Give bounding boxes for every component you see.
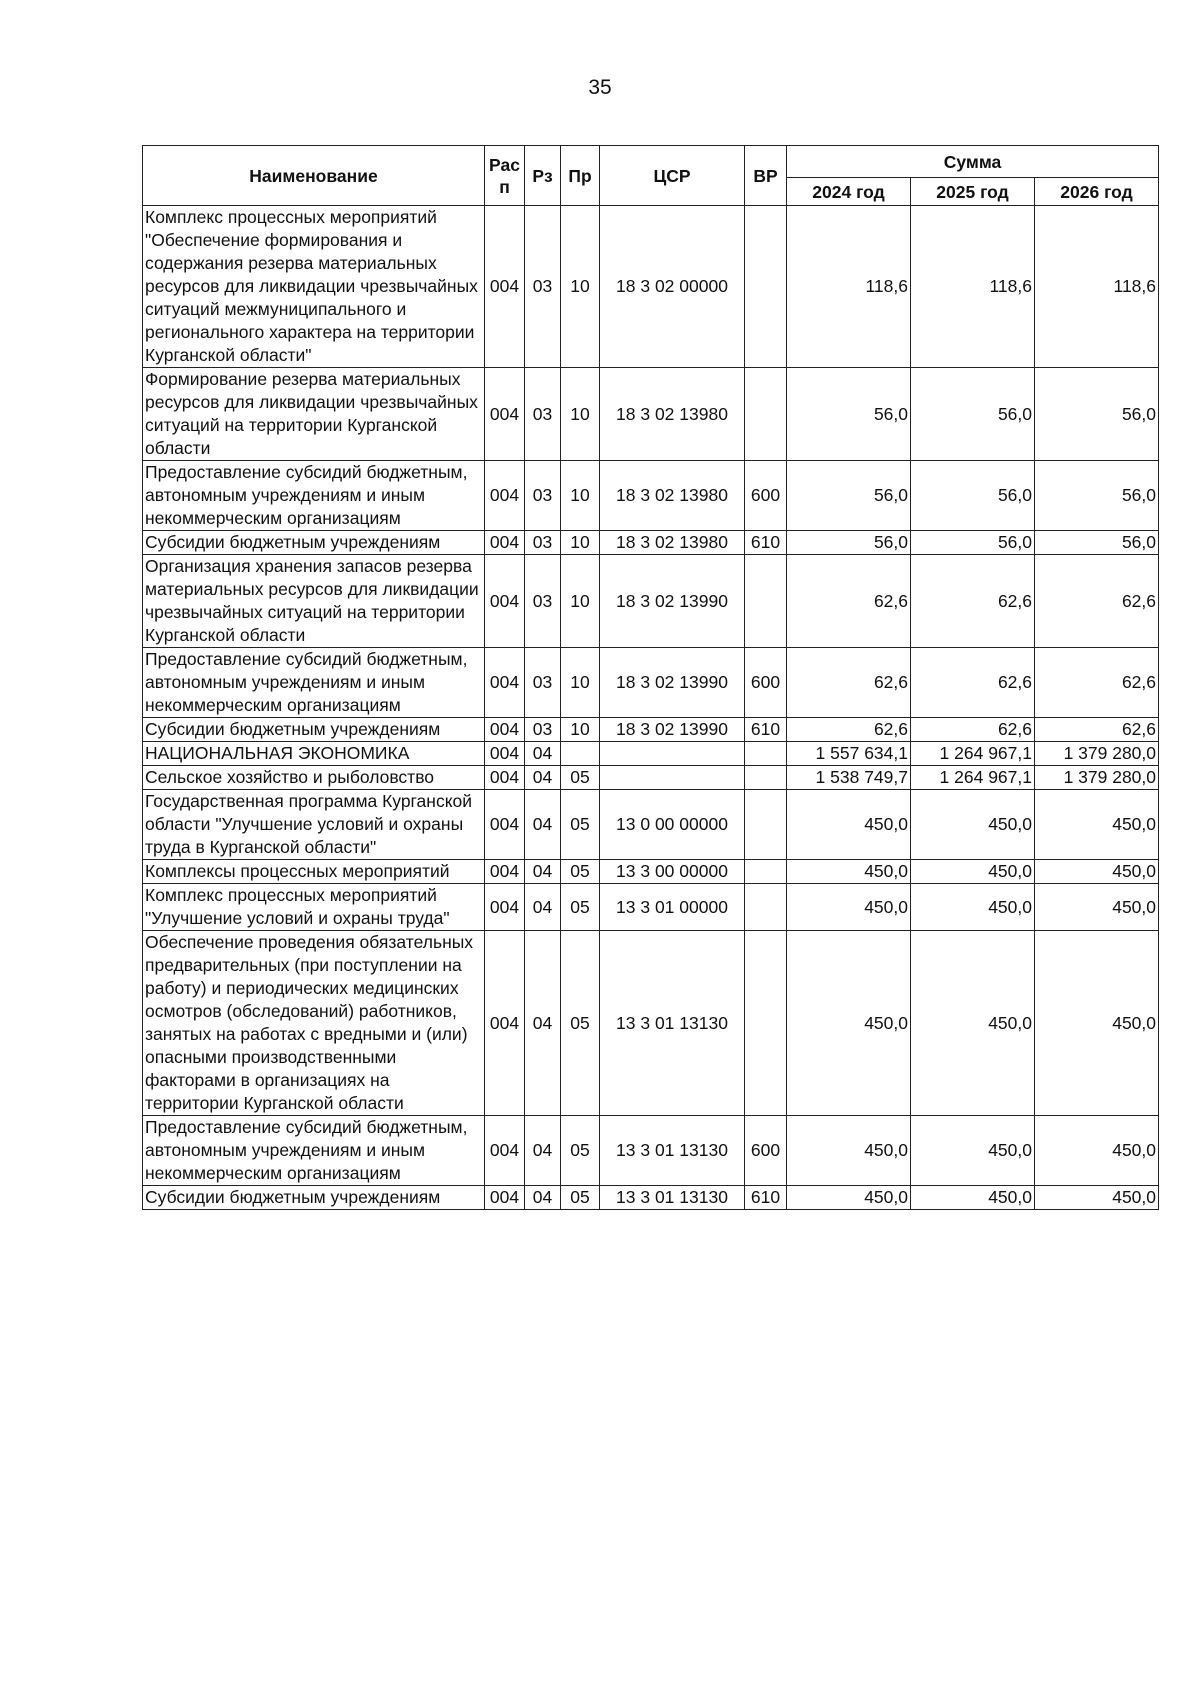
table-row	[143, 368, 1159, 461]
cell-rz: 03	[525, 648, 561, 718]
cell-sum-2026: 1 379 280,0	[1035, 742, 1159, 766]
cell-sum-2025: 450,0	[911, 1116, 1035, 1186]
cell-pr: 05	[561, 790, 600, 860]
cell-rz: 04	[525, 884, 561, 931]
cell-rz: 03	[525, 206, 561, 368]
header-name: Наименование	[143, 146, 485, 206]
table-row	[143, 718, 1159, 742]
cell-sum-2025: 118,6	[911, 206, 1035, 368]
cell-pr: 10	[561, 555, 600, 648]
cell-name: Формирование резерва материальных ресурсов для ликвидации чрезвычайных ситуаций на территории Курганской области	[143, 368, 485, 461]
cell-vr: 610	[745, 1186, 787, 1210]
cell-rasp: 004	[485, 931, 525, 1116]
cell-name: Субсидии бюджетным учреждениям	[143, 718, 485, 742]
cell-pr: 05	[561, 931, 600, 1116]
cell-sum-2026: 62,6	[1035, 718, 1159, 742]
cell-pr: 10	[561, 206, 600, 368]
table-row	[143, 206, 1159, 368]
cell-rz: 03	[525, 718, 561, 742]
cell-sum-2026: 450,0	[1035, 1186, 1159, 1210]
cell-vr	[745, 368, 787, 461]
header-year-2026: 2026 год	[1035, 178, 1159, 206]
cell-name: Предоставление субсидий бюджетным, автономным учреждениям и иным некоммерческим организациям	[143, 648, 485, 718]
cell-sum-2024: 450,0	[787, 1186, 911, 1210]
cell-vr: 600	[745, 461, 787, 531]
cell-sum-2024: 1 538 749,7	[787, 766, 911, 790]
cell-sum-2024: 56,0	[787, 461, 911, 531]
cell-csr: 18 3 02 00000	[600, 206, 745, 368]
cell-sum-2026: 56,0	[1035, 461, 1159, 531]
cell-csr	[600, 742, 745, 766]
cell-vr	[745, 931, 787, 1116]
header-rz: Рз	[525, 146, 561, 206]
table-body	[143, 206, 1159, 1210]
cell-name: Комплекс процессных мероприятий "Улучшение условий и охраны труда"	[143, 884, 485, 931]
cell-name: Сельское хозяйство и рыболовство	[143, 766, 485, 790]
budget-table	[142, 145, 1159, 1210]
cell-pr: 05	[561, 1116, 600, 1186]
cell-sum-2025: 450,0	[911, 884, 1035, 931]
cell-vr: 610	[745, 718, 787, 742]
cell-sum-2025: 62,6	[911, 718, 1035, 742]
cell-sum-2024: 56,0	[787, 531, 911, 555]
cell-sum-2026: 450,0	[1035, 790, 1159, 860]
cell-name: Обеспечение проведения обязательных предварительных (при поступлении на работу) и периодических медицинских осмотров (обследований) работников, занятых на работах с вредными и (или) опасными производственными факторами в организациях на территории Курганской области	[143, 931, 485, 1116]
cell-rz: 04	[525, 766, 561, 790]
cell-rz: 03	[525, 368, 561, 461]
cell-csr: 18 3 02 13990	[600, 555, 745, 648]
cell-csr: 18 3 02 13990	[600, 718, 745, 742]
cell-rasp: 004	[485, 790, 525, 860]
cell-sum-2025: 56,0	[911, 461, 1035, 531]
cell-rasp: 004	[485, 555, 525, 648]
header-rasp: Рас п	[485, 146, 525, 206]
cell-name: Субсидии бюджетным учреждениям	[143, 1186, 485, 1210]
cell-sum-2025: 450,0	[911, 931, 1035, 1116]
cell-vr	[745, 555, 787, 648]
cell-sum-2025: 450,0	[911, 790, 1035, 860]
cell-pr: 05	[561, 1186, 600, 1210]
cell-name: НАЦИОНАЛЬНАЯ ЭКОНОМИКА	[143, 742, 485, 766]
cell-vr: 600	[745, 1116, 787, 1186]
cell-sum-2026: 1 379 280,0	[1035, 766, 1159, 790]
table-row	[143, 790, 1159, 860]
cell-sum-2024: 450,0	[787, 1116, 911, 1186]
cell-sum-2025: 56,0	[911, 531, 1035, 555]
cell-csr: 18 3 02 13980	[600, 368, 745, 461]
table-row	[143, 860, 1159, 884]
cell-csr: 18 3 02 13980	[600, 461, 745, 531]
cell-sum-2024: 450,0	[787, 860, 911, 884]
cell-sum-2026: 450,0	[1035, 860, 1159, 884]
cell-pr: 05	[561, 860, 600, 884]
cell-rasp: 004	[485, 648, 525, 718]
cell-name: Предоставление субсидий бюджетным, автономным учреждениям и иным некоммерческим организациям	[143, 1116, 485, 1186]
cell-csr: 18 3 02 13980	[600, 531, 745, 555]
cell-sum-2026: 62,6	[1035, 555, 1159, 648]
cell-rz: 04	[525, 931, 561, 1116]
cell-csr: 18 3 02 13990	[600, 648, 745, 718]
page-number: 35	[588, 76, 612, 99]
cell-sum-2026: 118,6	[1035, 206, 1159, 368]
cell-rz: 04	[525, 790, 561, 860]
cell-rasp: 004	[485, 884, 525, 931]
cell-vr	[745, 766, 787, 790]
cell-sum-2024: 118,6	[787, 206, 911, 368]
cell-sum-2024: 62,6	[787, 648, 911, 718]
cell-rasp: 004	[485, 718, 525, 742]
cell-vr: 610	[745, 531, 787, 555]
table-row	[143, 531, 1159, 555]
header-pr: Пр	[561, 146, 600, 206]
header-year-2024: 2024 год	[787, 178, 911, 206]
cell-csr: 13 3 01 13130	[600, 1186, 745, 1210]
cell-vr	[745, 742, 787, 766]
header-sum: Сумма	[787, 146, 1159, 178]
cell-sum-2025: 450,0	[911, 860, 1035, 884]
table-row	[143, 884, 1159, 931]
cell-rz: 04	[525, 860, 561, 884]
cell-sum-2025: 56,0	[911, 368, 1035, 461]
cell-name: Комплексы процессных мероприятий	[143, 860, 485, 884]
cell-sum-2024: 450,0	[787, 931, 911, 1116]
cell-name: Государственная программа Курганской области "Улучшение условий и охраны труда в Курганской области"	[143, 790, 485, 860]
table-row	[143, 931, 1159, 1116]
header-year-2025: 2025 год	[911, 178, 1035, 206]
cell-rasp: 004	[485, 206, 525, 368]
cell-rasp: 004	[485, 461, 525, 531]
cell-sum-2025: 1 264 967,1	[911, 742, 1035, 766]
cell-vr	[745, 860, 787, 884]
cell-sum-2025: 450,0	[911, 1186, 1035, 1210]
cell-csr	[600, 766, 745, 790]
table-row	[143, 1116, 1159, 1186]
cell-csr: 13 3 01 13130	[600, 1116, 745, 1186]
cell-sum-2024: 62,6	[787, 555, 911, 648]
cell-pr: 05	[561, 884, 600, 931]
cell-sum-2025: 62,6	[911, 648, 1035, 718]
header-csr: ЦСР	[600, 146, 745, 206]
cell-vr	[745, 790, 787, 860]
table-row	[143, 766, 1159, 790]
cell-name: Субсидии бюджетным учреждениям	[143, 531, 485, 555]
cell-sum-2025: 62,6	[911, 555, 1035, 648]
table-row	[143, 742, 1159, 766]
cell-rasp: 004	[485, 1116, 525, 1186]
header-vr: ВР	[745, 146, 787, 206]
cell-rasp: 004	[485, 860, 525, 884]
cell-rasp: 004	[485, 766, 525, 790]
cell-pr: 10	[561, 718, 600, 742]
cell-sum-2025: 1 264 967,1	[911, 766, 1035, 790]
cell-rz: 03	[525, 531, 561, 555]
cell-csr: 13 3 01 13130	[600, 931, 745, 1116]
cell-pr: 10	[561, 368, 600, 461]
cell-vr	[745, 884, 787, 931]
cell-sum-2026: 56,0	[1035, 531, 1159, 555]
table-row	[143, 555, 1159, 648]
cell-pr: 10	[561, 648, 600, 718]
cell-name: Предоставление субсидий бюджетным, автономным учреждениям и иным некоммерческим организациям	[143, 461, 485, 531]
cell-csr: 13 3 00 00000	[600, 860, 745, 884]
cell-pr	[561, 742, 600, 766]
cell-rz: 04	[525, 1116, 561, 1186]
cell-rasp: 004	[485, 368, 525, 461]
cell-sum-2026: 56,0	[1035, 368, 1159, 461]
cell-sum-2026: 450,0	[1035, 884, 1159, 931]
cell-vr: 600	[745, 648, 787, 718]
cell-name: Комплекс процессных мероприятий "Обеспечение формирования и содержания резерва материальных ресурсов для ликвидации чрезвычайных ситуаций межмуниципального и регионального характера на территории Курганской области"	[143, 206, 485, 368]
cell-rasp: 004	[485, 531, 525, 555]
cell-sum-2024: 450,0	[787, 790, 911, 860]
cell-sum-2024: 450,0	[787, 884, 911, 931]
cell-sum-2024: 1 557 634,1	[787, 742, 911, 766]
cell-vr	[745, 206, 787, 368]
cell-rz: 03	[525, 461, 561, 531]
cell-pr: 05	[561, 766, 600, 790]
cell-rasp: 004	[485, 742, 525, 766]
cell-pr: 10	[561, 531, 600, 555]
table-row	[143, 461, 1159, 531]
cell-name: Организация хранения запасов резерва материальных ресурсов для ликвидации чрезвычайных ситуаций на территории Курганской области	[143, 555, 485, 648]
cell-sum-2024: 62,6	[787, 718, 911, 742]
table-row	[143, 1186, 1159, 1210]
cell-csr: 13 0 00 00000	[600, 790, 745, 860]
cell-pr: 10	[561, 461, 600, 531]
table-row	[143, 648, 1159, 718]
cell-rz: 04	[525, 1186, 561, 1210]
cell-sum-2026: 450,0	[1035, 931, 1159, 1116]
cell-sum-2024: 56,0	[787, 368, 911, 461]
cell-rz: 03	[525, 555, 561, 648]
table-header	[143, 146, 1159, 206]
cell-rasp: 004	[485, 1186, 525, 1210]
cell-sum-2026: 62,6	[1035, 648, 1159, 718]
cell-csr: 13 3 01 00000	[600, 884, 745, 931]
cell-rz: 04	[525, 742, 561, 766]
cell-sum-2026: 450,0	[1035, 1116, 1159, 1186]
